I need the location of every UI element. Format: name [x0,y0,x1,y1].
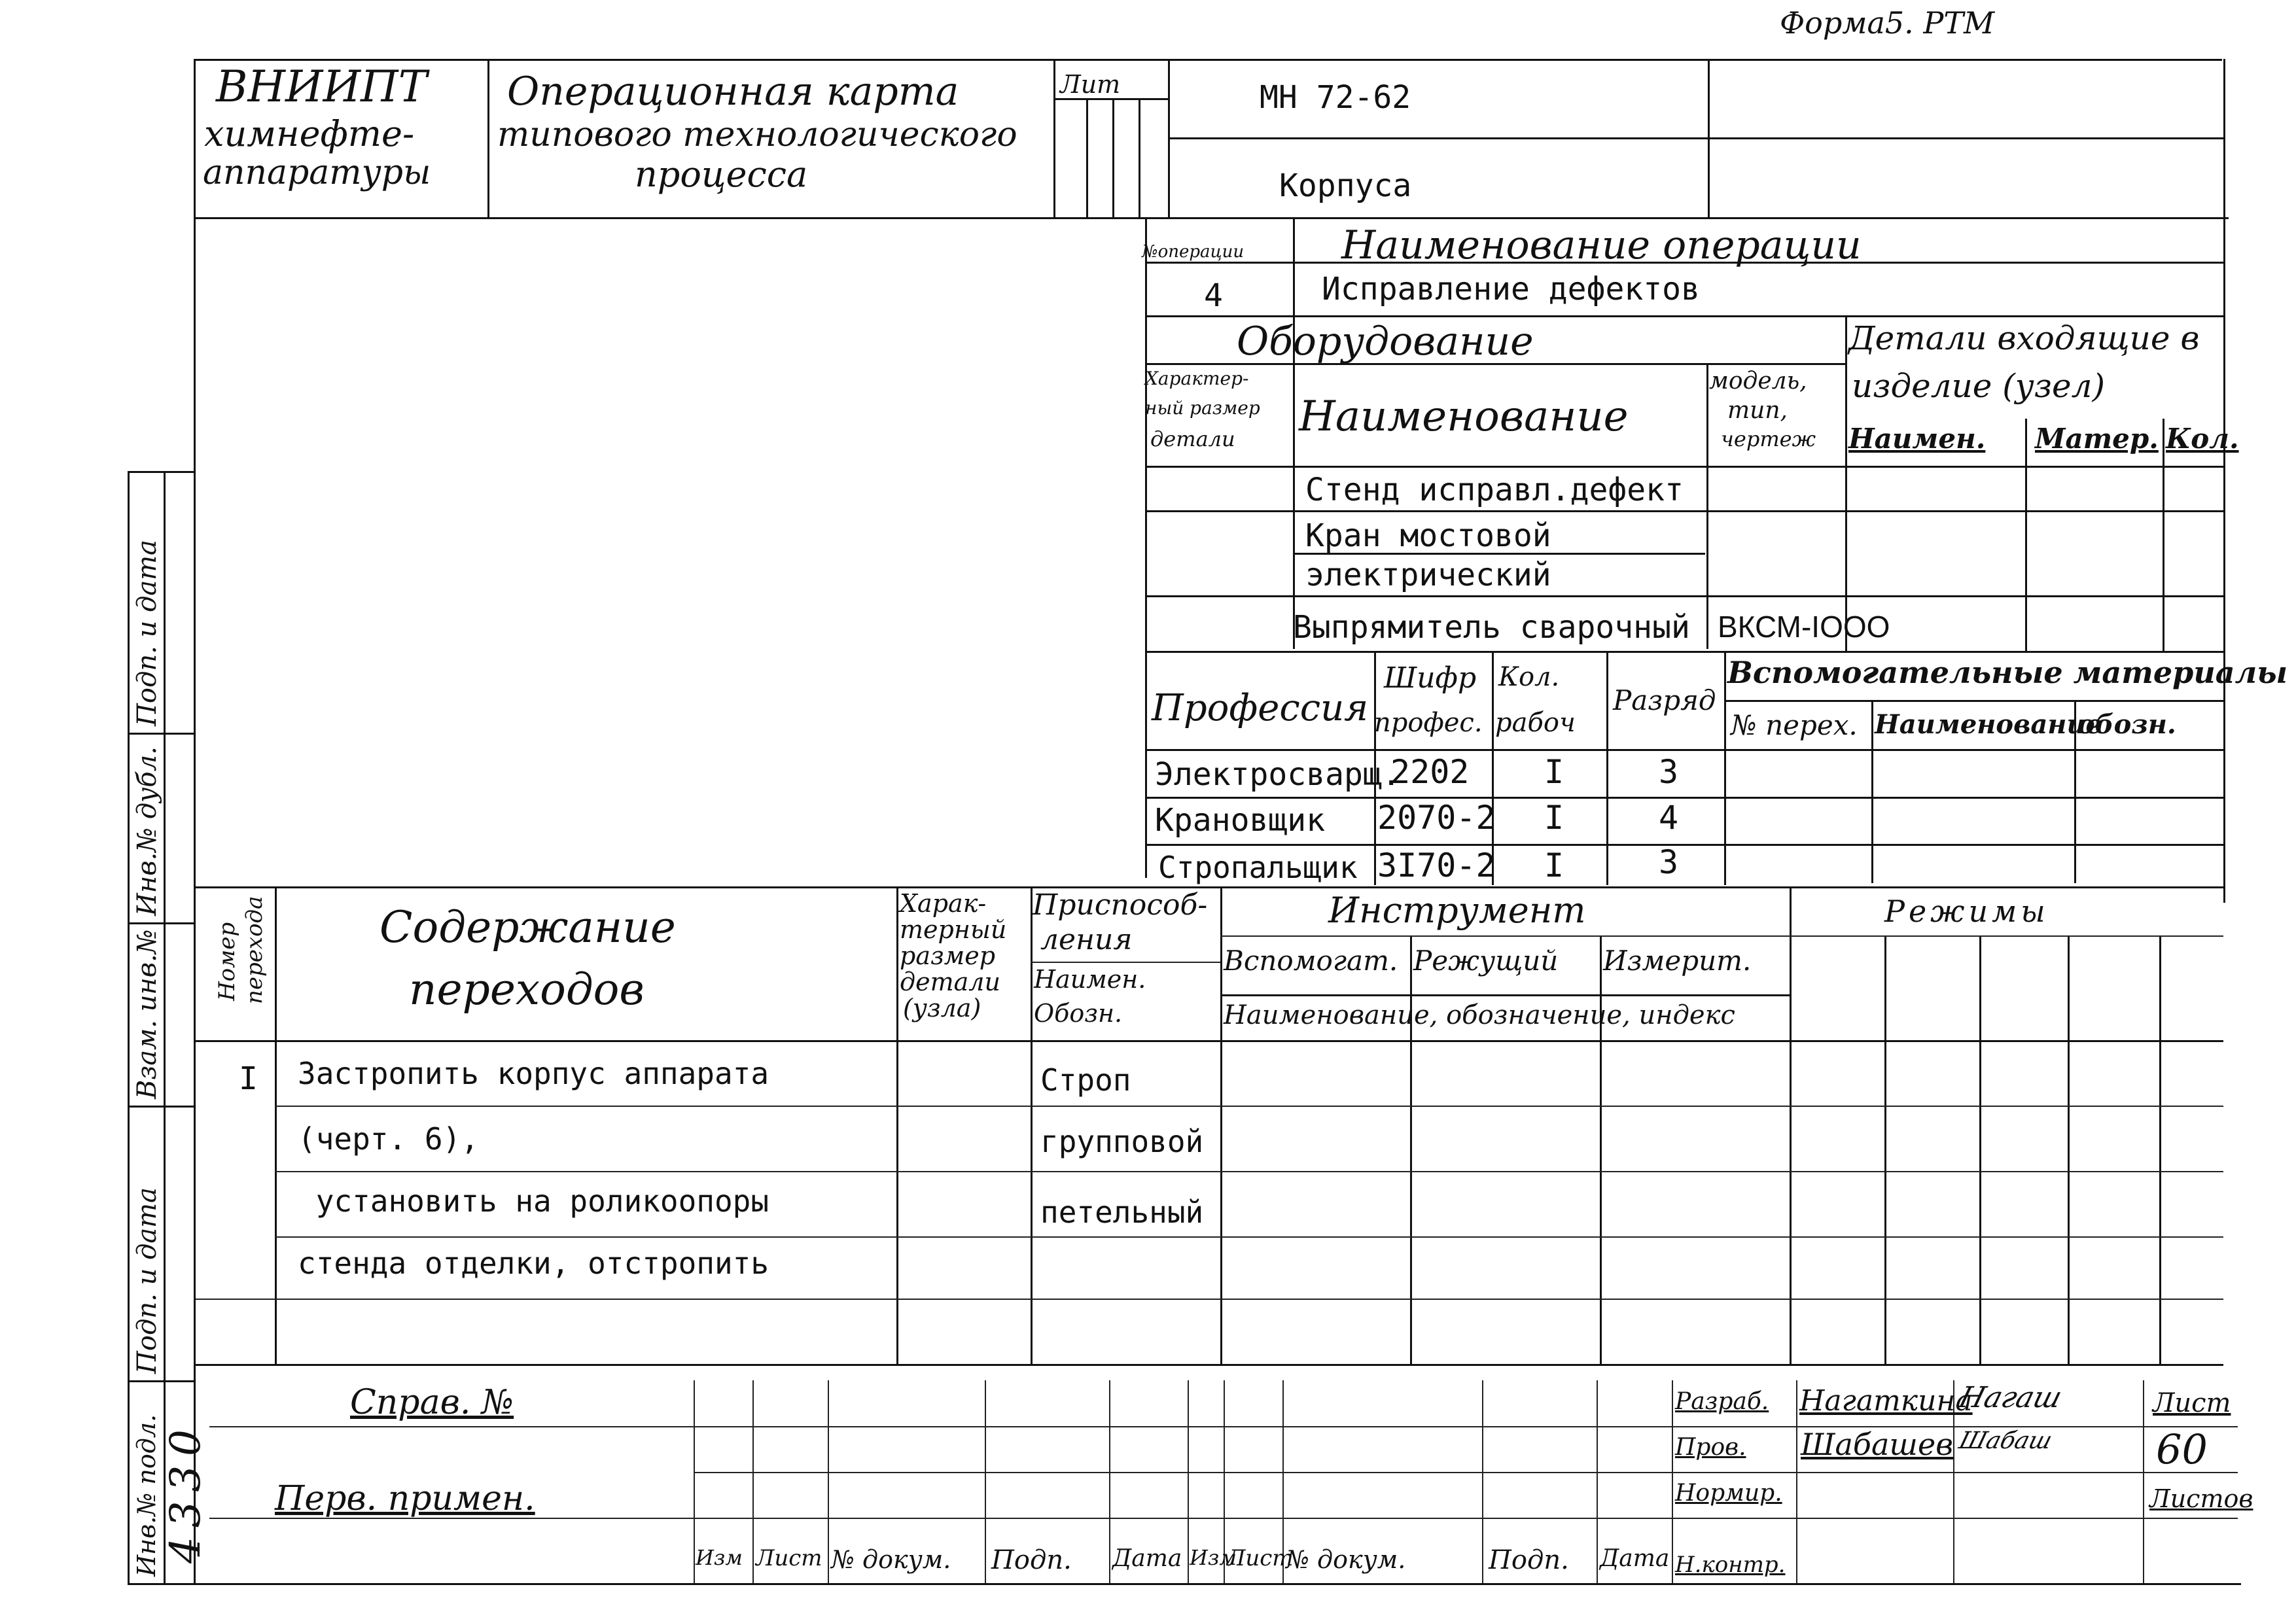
equipment-col-model-2: тип, [1727,397,1788,424]
parts-col-name: Наимен. [1848,423,1986,455]
form-label: Форма5. РТМ [1780,5,1995,41]
name-checker: Шабашев [1801,1427,1953,1462]
name-developer: Нагаткина [1799,1384,1973,1418]
margin-sign-date-2: Подп. и дата [132,1187,162,1374]
card-title-3: процесса [635,154,808,195]
workers-col-profession: Профессия [1152,687,1369,729]
equipment-row-2: Кран мостовой [1305,517,1551,554]
equipment-row-1: Стенд исправл.дефект [1305,472,1684,508]
workers-col-count-1: Кол. [1498,662,1560,692]
doc-code: МН 72-62 [1260,79,1411,116]
transitions-fixture-sub-code: Обозн. [1034,999,1123,1028]
workers-col-code-1: Шифр [1384,661,1477,695]
role-developer: Разраб. [1675,1388,1769,1415]
operation-num: 4 [1204,277,1223,314]
transition-1-fixture: Строп [1040,1062,1131,1098]
worker-3-count: I [1544,846,1564,884]
transitions-fixture-sub-name: Наимен. [1034,965,1146,994]
operation-name-header: Наименование операции [1341,222,1862,268]
transition-3-text: установить на роликоопоры [298,1183,769,1219]
worker-1-grade: 3 [1659,753,1679,791]
tool-title: Инструмент [1328,890,1586,931]
margin-dup-inv: Инв.№ дубл. [132,746,162,916]
parts-col-qty: Кол. [2166,423,2239,455]
transitions-col-num-1: Номер [214,922,240,1001]
footer-label-list-1: Лист [756,1545,822,1571]
transitions-col-char-2: терный [900,915,1007,944]
aux-col-num: № перех. [1731,709,1858,741]
equipment-title: Оборудование [1237,319,1534,364]
workers-col-count-2: рабоч [1495,708,1576,738]
org-line-2: химнефте- [204,113,415,154]
sheet-no: 60 [2156,1425,2208,1473]
sheets-label: Листов [2149,1484,2253,1513]
transitions-col-char-1: Харак- [900,889,987,918]
ref-no: Справ. № [350,1383,514,1422]
transitions-col-char-5: (узла) [903,994,981,1022]
footer-label-date-1: Дата [1112,1545,1182,1572]
transitions-col-content-1: Содержание [380,902,676,952]
worker-1-profession: Электросварщ. [1155,756,1401,793]
aux-materials-title: Вспомогательные материалы [1727,655,2288,690]
parts-title-2: изделие (узел) [1852,367,2105,405]
first-use: Перв. примен. [275,1479,535,1518]
worker-1-count: I [1544,753,1564,791]
transition-1-text: Застропить корпус аппарата [298,1056,769,1091]
lit-label: Лит [1060,70,1121,99]
inv-number: 4330 [162,1420,210,1563]
worker-2-count: I [1544,799,1564,837]
worker-3-grade: 3 [1659,843,1679,881]
worker-3-profession: Стропальщик [1158,850,1358,885]
equipment-col-model-3: чертеж [1721,427,1816,451]
footer-label-izm-2: Изм [1190,1545,1237,1570]
transition-2-text: (черт. 6), [298,1121,479,1157]
footer-label-doc-2: № докум. [1286,1545,1406,1574]
margin-sign-date-1: Подп. и дата [132,540,162,726]
footer-label-doc-1: № докум. [831,1545,951,1574]
worker-1-code: 2202 [1390,753,1470,791]
workers-col-code-2: профес. [1374,708,1483,738]
margin-orig-inv: Инв.№ подл. [132,1414,161,1577]
signature-developer: Нагаш [1955,1381,2066,1414]
part-name: Корпуса [1279,167,1412,204]
org-line-3: аппаратуры [203,153,431,192]
org-line-1: ВНИИПТ [216,61,427,112]
transitions-col-char-4: детали [900,968,1000,996]
equipment-row-4: Выпрямитель сварочный [1293,609,1690,646]
transition-4-text: стенда отделки, отстропить [298,1246,769,1281]
tool-col-aux: Вспомогат. [1224,945,1398,977]
equipment-col-name: Наименование [1299,393,1629,441]
equipment-col-size-2: ный размер [1145,397,1260,419]
modes-title: Режимы [1884,894,2049,929]
equipment-row-4-model: ВКСМ-IOOO [1718,610,1890,644]
footer-label-date-2: Дата [1600,1545,1670,1572]
card-title-1: Операционная карта [507,69,959,114]
operation-name: Исправление дефектов [1322,271,1700,307]
tool-col-measure: Измерит. [1603,945,1752,977]
role-control: Н.контр. [1675,1552,1786,1578]
worker-2-grade: 4 [1659,799,1679,837]
aux-col-code: обозн. [2077,709,2176,740]
workers-col-grade: Разряд [1613,684,1716,716]
transition-2-fixture: групповой [1040,1124,1204,1159]
sheet-label: Лист [2153,1388,2231,1418]
equipment-col-size-1: Характер- [1145,368,1249,389]
footer-label-list-2: Лист [1227,1545,1294,1571]
worker-3-code: 3I70-2 [1377,846,1496,884]
parts-col-material: Матер. [2035,423,2159,455]
tool-sub: Наименование, обозначение, индекс [1224,1000,1735,1030]
role-checker: Пров. [1675,1434,1746,1461]
equipment-col-size-3: детали [1150,427,1235,451]
operation-num-header: №операции [1142,242,1245,262]
equipment-row-3: электрический [1305,557,1551,593]
worker-2-code: 2070-2 [1377,799,1496,837]
transitions-col-char-3: размер [900,941,996,970]
transition-1-num: I [239,1060,258,1097]
margin-replace-inv: Взам. инв.№ [132,929,162,1099]
aux-col-name: Наименование [1875,709,2102,740]
parts-title-1: Детали входящие в [1848,319,2200,357]
footer-label-sign-1: Подп. [991,1545,1072,1575]
worker-2-profession: Крановщик [1155,802,1326,839]
transitions-col-fixture-2: ления [1040,923,1133,956]
card-title-2: типового технологического [497,115,1017,154]
footer-label-izm-1: Изм [696,1545,743,1570]
transition-3-fixture: петельный [1040,1195,1204,1230]
transitions-col-fixture-1: Приспособ- [1033,888,1208,922]
footer-label-sign-2: Подп. [1489,1545,1569,1575]
transitions-col-content-2: переходов [409,964,645,1015]
tool-col-cutting: Режущий [1413,945,1559,977]
signature-checker: Шабаш [1956,1427,2055,1454]
equipment-col-model-1: модель, [1709,368,1807,394]
transitions-col-num-2: перехода [241,896,268,1004]
role-norm: Нормир. [1675,1480,1782,1507]
